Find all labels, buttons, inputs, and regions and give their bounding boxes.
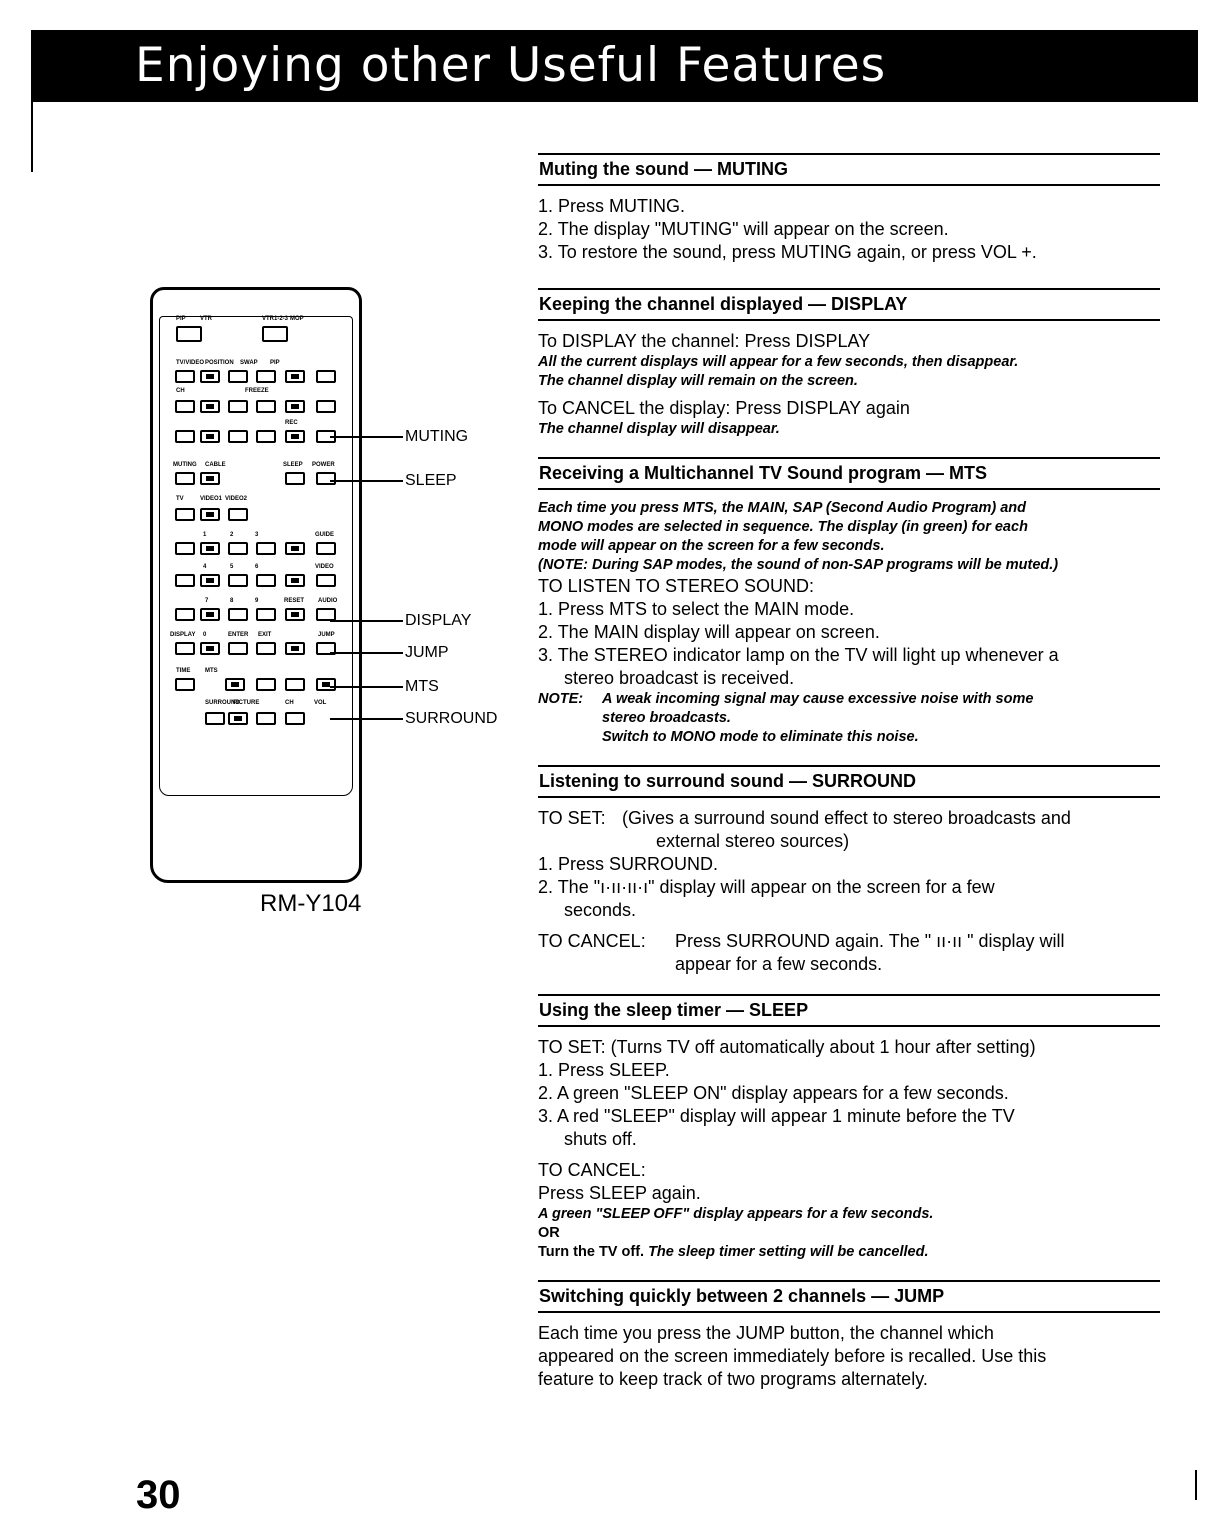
note-line: stereo broadcasts. [602, 710, 731, 726]
note-line: mode will appear on the screen for a few seconds. [538, 538, 885, 554]
note-text: The sleep timer setting will be cancelled. [648, 1244, 929, 1260]
remote-button [256, 642, 276, 655]
remote-key-label: 6 [255, 564, 259, 570]
set-label: TO SET: [538, 808, 606, 828]
body-line: appeared on the screen immediately before is recalled. Use this [538, 1346, 1047, 1366]
remote-button [228, 642, 248, 655]
remote-button [200, 574, 220, 587]
remote-slider-switch [262, 326, 288, 342]
remote-button [285, 574, 305, 587]
remote-button [200, 508, 220, 521]
body-line: feature to keep track of two programs alternately. [538, 1369, 928, 1389]
instruction-line: TO CANCEL: [538, 1160, 646, 1180]
instruction-line: TO LISTEN TO STEREO SOUND: [538, 576, 815, 596]
remote-button [175, 542, 195, 555]
note-line: The channel display will disappear. [538, 421, 780, 437]
remote-button [316, 370, 336, 383]
right-rule [1195, 1470, 1197, 1500]
remote-key-label: RESET [284, 598, 305, 604]
remote-key-label: VIDEO [315, 564, 334, 570]
remote-button [228, 542, 248, 555]
callout-jump: JUMP [405, 644, 449, 661]
leader-mts [330, 686, 403, 688]
remote-key-label: MOP [290, 316, 304, 322]
note-line: Each time you press MTS, the MAIN, SAP (Second Audio Program) and [538, 500, 1026, 516]
remote-button [200, 472, 220, 485]
remote-button [285, 542, 305, 555]
note-text: Turn the TV off. [538, 1244, 645, 1260]
step-line: shuts off. [564, 1129, 637, 1149]
remote-key-label: SWAP [240, 360, 258, 366]
remote-key-label: 1 [203, 532, 207, 538]
instruction-line: (Gives a surround sound effect to stereo broadcasts and [622, 808, 1071, 828]
remote-button [205, 712, 225, 725]
step-line: 1. Press MUTING. [538, 196, 686, 216]
step-line: 3. To restore the sound, press MUTING again, or press VOL +. [538, 242, 1037, 262]
remote-button [228, 712, 248, 725]
remote-button [285, 608, 305, 621]
remote-key-label: VIDEO2 [225, 496, 248, 502]
section-heading: Using the sleep timer — SLEEP [538, 996, 1160, 1027]
set-block [538, 807, 1160, 830]
remote-button [175, 608, 195, 621]
step-line: 1. Press SURROUND. [538, 854, 719, 874]
remote-key-label: SLEEP [283, 462, 303, 468]
remote-button [256, 712, 276, 725]
note-block [538, 690, 1160, 709]
remote-button [175, 642, 195, 655]
remote-key-label: EXIT [258, 632, 272, 638]
note-line: OR [538, 1225, 560, 1241]
remote-button [285, 472, 305, 485]
note-line [538, 1243, 1160, 1262]
section-mts [538, 457, 1160, 747]
step-line: 2. A green "SLEEP ON" display appears for a few seconds. [538, 1083, 1009, 1103]
remote-button [256, 370, 276, 383]
remote-button [228, 400, 248, 413]
remote-button [200, 400, 220, 413]
section-heading: Receiving a Multichannel TV Sound program — MTS [538, 459, 1160, 490]
remote-button [256, 542, 276, 555]
remote-button [256, 430, 276, 443]
callout-display: DISPLAY [405, 612, 472, 629]
cancel-block [538, 930, 1160, 953]
callout-surround: SURROUND [405, 710, 498, 727]
section-jump [538, 1280, 1160, 1391]
cancel-label: TO CANCEL: [538, 931, 646, 951]
remote-button [256, 574, 276, 587]
section-heading: Listening to surround sound — SURROUND [538, 767, 1160, 798]
remote-key-label: FREEZE [245, 388, 269, 394]
remote-button [285, 642, 305, 655]
remote-key-label: 7 [205, 598, 209, 604]
remote-button [316, 472, 336, 485]
step-line: 2. The display "MUTING" will appear on the screen. [538, 219, 949, 239]
leader-sleep [330, 480, 403, 482]
body-line: Each time you press the JUMP button, the channel which [538, 1323, 994, 1343]
remote-key-label: 5 [230, 564, 234, 570]
section-heading: Muting the sound — MUTING [538, 155, 1160, 186]
remote-key-label: CH [285, 700, 294, 706]
remote-key-label: REC [285, 420, 298, 426]
step-line: 3. The STEREO indicator lamp on the TV will light up whenever a [538, 645, 1059, 665]
remote-key-label: POSITION [205, 360, 234, 366]
callout-muting: MUTING [405, 428, 469, 445]
remote-button [175, 400, 195, 413]
instruction-line: TO SET: (Turns TV off automatically about 1 hour after setting) [538, 1037, 1036, 1057]
remote-button [200, 542, 220, 555]
remote-button [225, 678, 245, 691]
remote-button [175, 574, 195, 587]
note-line: The channel display will remain on the screen. [538, 373, 858, 389]
remote-key-label: TV/VIDEO [176, 360, 205, 366]
remote-button [285, 400, 305, 413]
remote-button [228, 370, 248, 383]
note-line: All the current displays will appear for a few seconds, then disappear. [538, 354, 1019, 370]
remote-key-label: TIME [176, 668, 191, 674]
remote-button [175, 430, 195, 443]
remote-key-label: AUDIO [318, 598, 338, 604]
note-label: NOTE: [538, 691, 584, 707]
remote-key-label: 3 [255, 532, 259, 538]
step-line: 2. The MAIN display will appear on screen. [538, 622, 880, 642]
remote-button [256, 400, 276, 413]
remote-key-label: VTR1-2-3 [262, 316, 289, 322]
left-rule [31, 102, 33, 172]
leader-muting [330, 436, 403, 438]
remote-button [316, 542, 336, 555]
remote-button [285, 370, 305, 383]
remote-button [285, 712, 305, 725]
step-line: seconds. [564, 900, 637, 920]
remote-key-label: VIDEO1 [200, 496, 223, 502]
note-line: A green "SLEEP OFF" display appears for a few seconds. [538, 1206, 934, 1222]
remote-button [316, 400, 336, 413]
remote-key-label: 4 [203, 564, 207, 570]
remote-key-label: CABLE [205, 462, 226, 468]
remote-key-label: PIP [176, 316, 186, 322]
remote-slider-switch [176, 326, 202, 342]
note-line: (NOTE: During SAP modes, the sound of non-SAP programs will be muted.) [538, 557, 1059, 573]
remote-button [285, 430, 305, 443]
remote-key-label: MTS [205, 668, 218, 674]
remote-button [228, 508, 248, 521]
remote-button [175, 472, 195, 485]
remote-button [285, 678, 305, 691]
section-sleep [538, 994, 1160, 1262]
remote-button [175, 678, 195, 691]
note-line: A weak incoming signal may cause excessive noise with some [602, 691, 1034, 707]
leader-jump [330, 652, 403, 654]
remote-key-label: PICTURE [233, 700, 260, 706]
page-number: 30 [136, 1473, 181, 1517]
remote-key-label: 2 [230, 532, 234, 538]
remote-button [200, 608, 220, 621]
step-line: 1. Press SLEEP. [538, 1060, 670, 1080]
instruction-line: To DISPLAY the channel: Press DISPLAY [538, 331, 871, 351]
remote-button [316, 574, 336, 587]
remote-model-label: RM-Y104 [260, 890, 362, 917]
note-line: Switch to MONO mode to eliminate this noise. [602, 729, 919, 745]
leader-surround [330, 718, 403, 720]
remote-key-label: MUTING [173, 462, 197, 468]
remote-button [228, 430, 248, 443]
remote-key-label: 8 [230, 598, 234, 604]
remote-button [256, 678, 276, 691]
remote-key-label: DISPLAY [170, 632, 196, 638]
title-bar [31, 30, 1198, 102]
instruction-line: Press SLEEP again. [538, 1183, 701, 1203]
remote-key-label: 9 [255, 598, 259, 604]
remote-button [200, 370, 220, 383]
section-heading: Switching quickly between 2 channels — JUMP [538, 1282, 1160, 1313]
callout-mts: MTS [405, 678, 439, 695]
remote-button [200, 430, 220, 443]
remote-key-label: POWER [312, 462, 335, 468]
step-line: 2. The "ı·ıı·ıı·ı" display will appear on the screen for a few [538, 877, 995, 897]
note-line: MONO modes are selected in sequence. The display (in green) for each [538, 519, 1028, 535]
remote-button [175, 370, 195, 383]
content-column [538, 153, 1160, 1391]
remote-key-label: JUMP [318, 632, 335, 638]
page-title: Enjoying other Useful Features [135, 38, 887, 93]
remote-key-label: CH [176, 388, 185, 394]
remote-button [256, 608, 276, 621]
instruction-line: To CANCEL the display: Press DISPLAY again [538, 398, 910, 418]
remote-button [200, 642, 220, 655]
remote-key-label: TV [176, 496, 184, 502]
remote-key-label: 0 [203, 632, 207, 638]
remote-key-label: VTR [200, 316, 212, 322]
section-heading: Keeping the channel displayed — DISPLAY [538, 290, 1160, 321]
leader-display [330, 620, 403, 622]
remote-key-label: SURROUND [205, 700, 240, 706]
instruction-line: Press SURROUND again. The " ıı·ıı " display will [675, 931, 1065, 951]
section-display [538, 288, 1160, 439]
remote-button [316, 678, 336, 691]
step-line: stereo broadcast is received. [564, 668, 795, 688]
section-surround [538, 765, 1160, 976]
remote-key-label: GUIDE [315, 532, 335, 538]
remote-button [228, 608, 248, 621]
section-muting [538, 153, 1160, 264]
callout-sleep: SLEEP [405, 472, 457, 489]
instruction-line: external stereo sources) [656, 831, 850, 851]
step-line: 3. A red "SLEEP" display will appear 1 minute before the TV [538, 1106, 1015, 1126]
remote-button [228, 574, 248, 587]
step-line: 1. Press MTS to select the MAIN mode. [538, 599, 855, 619]
remote-key-label: PIP [270, 360, 280, 366]
instruction-line: appear for a few seconds. [675, 954, 883, 974]
remote-button [175, 508, 195, 521]
remote-key-label: VOL [314, 700, 327, 706]
remote-key-label: ENTER [228, 632, 249, 638]
